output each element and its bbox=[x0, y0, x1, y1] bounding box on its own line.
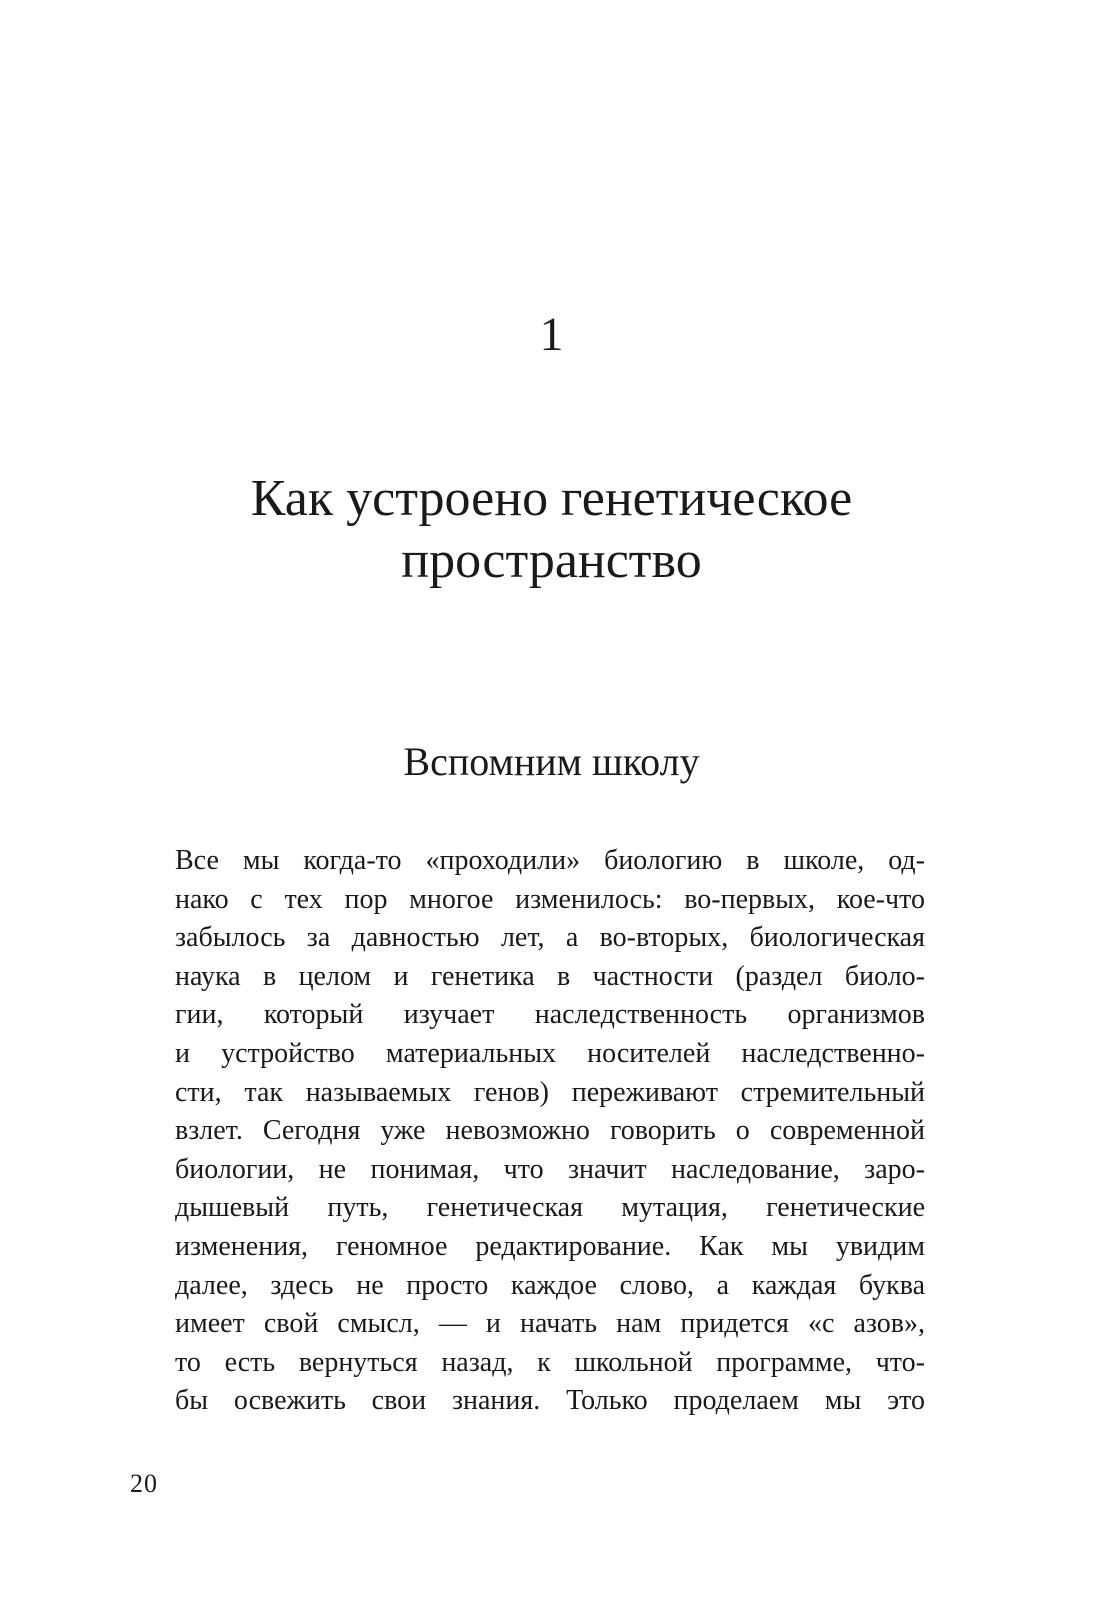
body-line: биологии, не понимая, что значит наследование, заро- bbox=[175, 1153, 925, 1185]
chapter-title-line: Как устроено генетическое bbox=[250, 470, 853, 527]
body-line: и устройство материальных носителей наследственно- bbox=[175, 1037, 925, 1069]
body-line: то есть вернуться назад, к школьной программе, что- bbox=[175, 1346, 925, 1378]
body-line: изменения, геномное редактирование. Как мы увидим bbox=[175, 1230, 925, 1262]
body-paragraph bbox=[175, 842, 925, 1421]
chapter-title-line: пространство bbox=[401, 532, 702, 589]
body-line: Все мы когда-то «проходили» биологию в школе, од- bbox=[175, 845, 925, 876]
page-number: 20 bbox=[130, 1469, 158, 1498]
body-line: наука в целом и генетика в частности (раздел биоло- bbox=[175, 960, 925, 992]
body-line: имеет свой смысл, — и начать нам придется «с азов», bbox=[175, 1308, 925, 1340]
body-line: забылось за давностью лет, а во-вторых, биологическая bbox=[175, 922, 925, 954]
body-line: далее, здесь не просто каждое слово, а каждая буква bbox=[175, 1269, 925, 1301]
body-line: нако с тех пор многое изменилось: во-первых, кое-что bbox=[175, 883, 925, 915]
body-line: сти, так называемых генов) переживают стремительный bbox=[175, 1076, 925, 1108]
chapter-number: 1 bbox=[539, 308, 564, 361]
body-line: гии, который изучает наследственность организмов bbox=[175, 999, 925, 1031]
chapter-title bbox=[0, 468, 1103, 592]
section-title: Вспомним школу bbox=[403, 739, 700, 784]
body-line: бы освежить свои знания. Только проделаем мы это bbox=[175, 1385, 925, 1417]
body-line: дышевый путь, генетическая мутация, генетические bbox=[175, 1192, 925, 1224]
body-line: взлет. Сегодня уже невозможно говорить о современной bbox=[175, 1115, 925, 1147]
